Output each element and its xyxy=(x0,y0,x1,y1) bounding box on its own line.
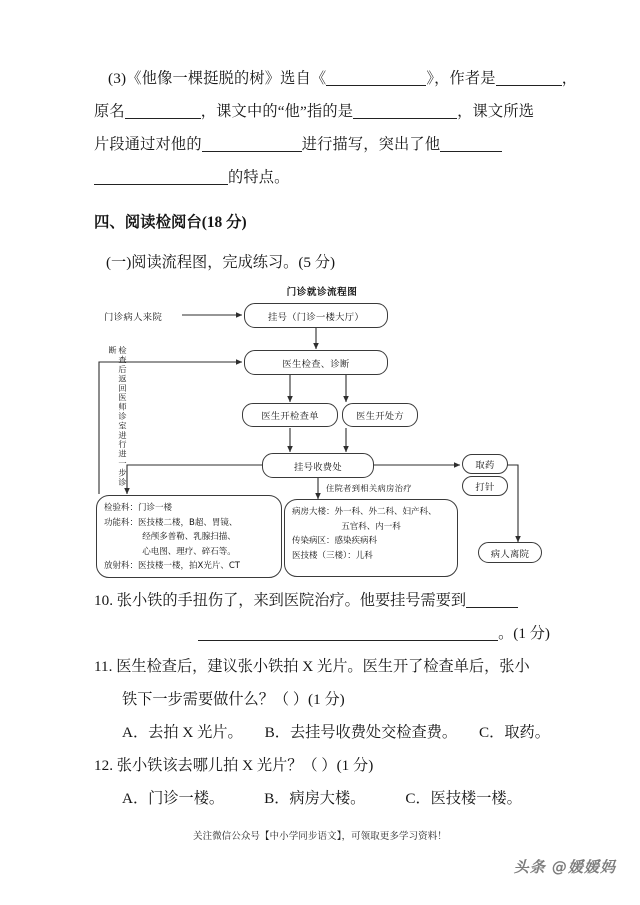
question-11-options xyxy=(94,716,550,749)
question-12-option-b[interactable]: B．病房大楼。 xyxy=(264,790,366,807)
question-12-options xyxy=(94,782,550,815)
question-12 xyxy=(94,749,550,815)
question-11-text-2: 铁下一步需要做什么？（ ）(1 分) xyxy=(122,691,345,708)
question-12-number: 12. xyxy=(94,757,113,774)
flowchart-dept-box-left xyxy=(96,495,282,578)
fill-in-line-1 xyxy=(94,62,578,95)
footer-note: 关注微信公众号【中小学同步语文】，可领取更多学习资料！ xyxy=(193,831,447,842)
question-11 xyxy=(94,650,550,749)
dept-right-line-1: 病房大楼：外一科、外二科、妇产科、 xyxy=(292,507,437,517)
answer-blank[interactable] xyxy=(202,136,302,152)
flowchart-node-get-medicine: 取药 xyxy=(462,454,508,474)
question-11-line-2 xyxy=(94,683,550,716)
fill-in-text-3b: 进行描写，突出了他 xyxy=(301,136,441,153)
flowchart-label-return-for-diagnosis: 检查后返回医师诊室进行进一步诊断 xyxy=(108,346,128,487)
answer-blank[interactable] xyxy=(496,70,562,86)
question-12-option-a[interactable]: A．门诊一楼。 xyxy=(122,790,225,807)
question-11-line-1 xyxy=(94,650,550,683)
question-12-option-c[interactable]: C．医技楼一楼。 xyxy=(405,790,522,807)
question-10-text: 张小铁的手扭伤了，来到医院治疗。他要挂号需要到 xyxy=(116,592,467,609)
flowchart-title: 门诊就诊流程图 xyxy=(286,287,358,298)
question-11-option-b[interactable]: B．去挂号收费处交检查费。 xyxy=(264,724,458,741)
answer-blank[interactable] xyxy=(198,625,498,641)
flowchart-node-registration: 挂号（门诊一楼大厅） xyxy=(244,303,388,328)
flowchart-node-exam-order: 医生开检查单 xyxy=(242,403,338,427)
fill-in-text-1b: 》，作者是 xyxy=(426,70,496,87)
flowchart-node-doctor-exam: 医生检查、诊断 xyxy=(244,350,388,375)
flowchart-dept-box-right xyxy=(284,499,458,577)
flowchart-label-inpatient-to-ward: 住院者到相关病房治疗 xyxy=(326,483,412,493)
question-10-suffix: 。(1 分) xyxy=(498,625,550,642)
fill-in-question-block xyxy=(94,62,578,194)
answer-blank[interactable] xyxy=(440,136,502,152)
dept-right-line-4: 医技楼（三楼）：儿科 xyxy=(292,550,373,561)
dept-left-line-5: 放射科：医技楼一楼，拍X光片、CT xyxy=(104,561,240,571)
question-10 xyxy=(94,584,550,650)
dept-right-line-2: 五官科、内一科 xyxy=(341,521,401,532)
answer-blank[interactable] xyxy=(326,70,426,86)
fill-in-text-2b: ，课文中的“他”指的是 xyxy=(200,103,354,120)
fill-in-text-1c: ， xyxy=(561,70,578,87)
answer-blank[interactable] xyxy=(353,103,457,119)
answer-blank[interactable] xyxy=(94,169,228,185)
flowchart-node-patient-arrives: 门诊病人来院 xyxy=(104,312,163,323)
question-11-number: 11. xyxy=(94,658,113,675)
dept-left-line-2: 功能科：医技楼二楼，B超、胃镜、 xyxy=(104,517,238,528)
flowchart-node-prescription: 医生开处方 xyxy=(342,403,418,427)
dept-left-line-1: 检验科：门诊一楼 xyxy=(104,503,173,513)
page-content xyxy=(94,62,578,815)
flowchart xyxy=(94,284,550,584)
question-12-line-1 xyxy=(94,749,550,782)
fill-in-text-3a: 片段通过对他的 xyxy=(94,136,202,153)
fill-in-text-2a: 原名 xyxy=(94,103,125,120)
answer-blank[interactable] xyxy=(125,103,201,119)
question-11-option-c[interactable]: C．取药。 xyxy=(479,724,550,741)
fill-in-text-4b: 的特点。 xyxy=(228,169,290,186)
question-10-line-1 xyxy=(94,584,550,617)
fill-in-text-1a: 《他像一棵挺脱的树》选自《 xyxy=(126,70,327,87)
section-subheading: (一)阅读流程图，完成练习。(5 分) xyxy=(106,254,336,271)
fill-in-text-2c: ，课文所选 xyxy=(457,103,535,120)
flowchart-node-payment-desk: 挂号收费处 xyxy=(262,453,374,478)
fill-in-line-2 xyxy=(94,95,550,128)
fill-in-number: (3) xyxy=(108,70,127,87)
fill-in-line-4 xyxy=(94,161,550,194)
question-12-text: 张小铁该去哪儿拍 X 光片？（ ）(1 分) xyxy=(116,757,374,774)
question-11-option-a[interactable]: A．去拍 X 光片。 xyxy=(122,724,243,741)
dept-right-line-3: 传染病区：感染疾病科 xyxy=(292,536,378,546)
flowchart-node-patient-leaves: 病人离院 xyxy=(478,542,542,563)
dept-left-line-3: 经颅多普勒、乳腺扫描、 xyxy=(142,532,236,542)
watermark: 头条 @媛媛妈 xyxy=(513,858,616,876)
flowchart-node-injection: 打针 xyxy=(462,476,508,496)
answer-blank[interactable] xyxy=(466,592,518,608)
question-10-line-2 xyxy=(94,617,550,650)
question-10-number: 10. xyxy=(94,592,113,609)
dept-left-line-4: 心电图、理疗、碎石等。 xyxy=(142,546,236,557)
section-heading: 四、阅读检阅台(18 分) xyxy=(94,214,247,231)
fill-in-line-3 xyxy=(94,128,550,161)
question-11-text-1: 医生检查后，建议张小铁拍 X 光片。医生开了检查单后，张小 xyxy=(116,658,530,675)
